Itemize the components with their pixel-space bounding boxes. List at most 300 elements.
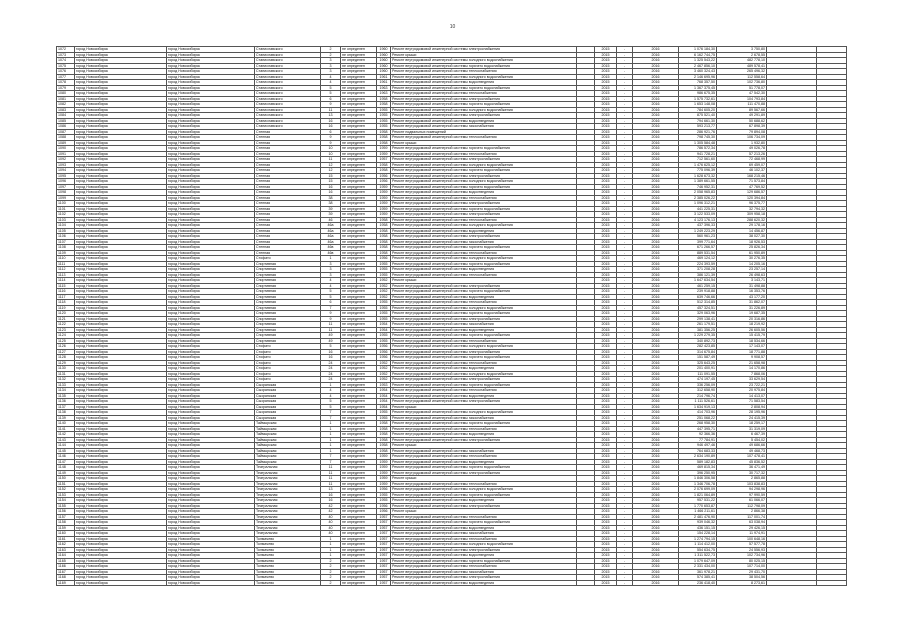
status-cell: не определен [341,118,377,124]
street-cell: Степная [255,201,321,207]
status-cell: не определен [341,179,377,185]
work-type-cell: Ремонт внутридомовой инженерной системы горячего водоснабжения [391,421,577,427]
dash-cell: - [617,80,633,86]
year-built-cell: 1955 [377,118,391,124]
district-cell: город Новосибирск [75,234,167,240]
cost-cell: 336 256,09 [679,382,717,388]
year-built-cell: 1958 [377,448,391,454]
work-type-cell: Ремонт внутридомовой инженерной системы электроснабжения [391,157,577,163]
district-cell: город Новосибирск [75,564,167,570]
work-type-cell: Ремонт внутридомовой инженерной системы газоснабжения [391,569,577,575]
cost-cell: 461 259,15 [679,283,717,289]
street-cell: Степная [255,217,321,223]
dash-cell: - [617,525,633,531]
cost-cell: 2 058 965,83 [679,190,717,196]
dash-cell: - [617,173,633,179]
row-number: 1099 [57,195,75,201]
year-built-cell: 1958 [377,421,391,427]
year-built-cell: 1952 [377,294,391,300]
row-number: 1090 [57,146,75,152]
dash-cell: - [617,580,633,586]
district-cell: город Новосибирск [75,542,167,548]
cost-cell: 941 728,21 [679,151,717,157]
dash-cell: - [617,47,633,53]
year-built-cell: 1958 [377,234,391,240]
row-number: 1120 [57,311,75,317]
house-number-cell: 11 [321,157,341,163]
cost-cell: 361 978,21 [679,569,717,575]
house-number-cell: 46а [321,228,341,234]
start-year-cell: 2015 [595,85,617,91]
row-number: 1106 [57,234,75,240]
work-type-cell: Ремонт внутридомовой инженерной системы холодного водоснабжения [391,223,577,229]
district-cell: город Новосибирск [75,151,167,157]
year-built-cell: 1958 [377,245,391,251]
dash-cell: - [617,443,633,449]
house-number-cell: 1 [321,542,341,548]
year-built-cell: 1954 [377,322,391,328]
cost-cell: 1 647 634,54 [679,278,717,284]
house-number-cell: 3 [321,58,341,64]
house-number-cell: 16 [321,118,341,124]
cost-cell: 2 481 476,90 [679,514,717,520]
year-built-cell: 1954 [377,404,391,410]
status-cell: не определен [341,509,377,515]
row-number: 1156 [57,509,75,515]
work-type-cell: Ремонт внутридомовой инженерной системы холодного водоснабжения [391,179,577,185]
cost-cell: 746 952,31 [679,184,717,190]
house-number-cell: 5 [321,289,341,295]
house-number-cell: 2 [321,558,341,564]
work-type-cell: Ремонт внутридомовой инженерной системы теплоснабжения [391,564,577,570]
street-cell: Спортивная [255,278,321,284]
district-cell: город Новосибирск [75,184,167,190]
street-cell: Сызранская [255,415,321,421]
street-cell: Спортивная [255,327,321,333]
district-cell: город Новосибирск [75,569,167,575]
house-number-cell: 46 [321,217,341,223]
cost-cell: 325 643,25 [679,360,717,366]
house-number-cell: 4 [321,278,341,284]
street-cell: Степная [255,223,321,229]
dash-cell: - [617,355,633,361]
row-number: 1146 [57,454,75,460]
status-cell: не определен [341,476,377,482]
street-cell: Степная [255,168,321,174]
locality-cell: город Новосибирск [167,322,255,328]
house-number-cell: 16 [321,355,341,361]
dash-cell: - [617,382,633,388]
year-built-cell: 1957 [377,525,391,531]
work-type-cell: Ремонт внутридомовой инженерной системы электроснабжения [391,201,577,207]
year-built-cell: 1959 [377,481,391,487]
work-type-cell: Ремонт внутридомовой инженерной системы электроснабжения [391,113,577,119]
cost-cell: 437 396,33 [679,223,717,229]
district-cell: город Новосибирск [75,443,167,449]
end-year-cell: 2016 [633,399,679,405]
year-built-cell: 1963 [377,85,391,91]
end-year-cell: 2016 [633,173,679,179]
start-year-cell: 2015 [595,162,617,168]
start-year-cell: 2015 [595,124,617,130]
status-cell: не определен [341,443,377,449]
locality-cell: город Новосибирск [167,102,255,108]
dash-cell: - [617,74,633,80]
status-cell: не определен [341,311,377,317]
locality-cell: город Новосибирск [167,547,255,553]
year-built-cell: 1956 [377,179,391,185]
house-number-cell: 3 [321,69,341,75]
locality-cell: город Новосибирск [167,245,255,251]
house-number-cell: 5 [321,294,341,300]
start-year-cell: 2015 [595,311,617,317]
street-cell: Таймырская [255,421,321,427]
status-cell: не определен [341,278,377,284]
cost-cell: 1 111 526,61 [679,399,717,405]
start-year-cell: 2015 [595,74,617,80]
spacer-cell [577,580,595,586]
cost-cell: 1 114 412,00 [679,542,717,548]
start-year-cell: 2015 [595,91,617,97]
status-cell: не определен [341,300,377,306]
status-cell: не определен [341,547,377,553]
start-year-cell: 2015 [595,536,617,542]
year-built-cell: 1955 [377,492,391,498]
dash-cell: - [617,448,633,454]
cost-cell: 340 892,73 [679,338,717,344]
work-type-cell: Ремонт внутридомовой инженерной системы водоотведения [391,118,577,124]
dash-cell: - [617,85,633,91]
dash-cell: - [617,239,633,245]
cost-cell: 1 628 673,32 [679,173,717,179]
district-cell: город Новосибирск [75,481,167,487]
start-year-cell: 2015 [595,283,617,289]
locality-cell: город Новосибирск [167,239,255,245]
street-cell: Таймырская [255,426,321,432]
work-type-cell: Ремонт внутридомовой инженерной системы горячего водоснабжения [391,465,577,471]
locality-cell: город Новосибирск [167,74,255,80]
house-number-cell: 9 [321,102,341,108]
cost-cell: 554 634,75 [679,547,717,553]
status-cell: не определен [341,333,377,339]
end-year-cell: 2016 [633,272,679,278]
start-year-cell: 2015 [595,448,617,454]
year-built-cell: 1957 [377,558,391,564]
status-cell: не определен [341,437,377,443]
locality-cell: город Новосибирск [167,580,255,586]
locality-cell: город Новосибирск [167,344,255,350]
district-cell: город Новосибирск [75,179,167,185]
row-number: 1169 [57,580,75,586]
work-type-cell: Ремонт внутридомовой инженерной системы горячего водоснабжения [391,311,577,317]
house-number-cell: 2 [321,575,341,581]
year-built-cell: 1963 [377,91,391,97]
house-number-cell: 49 [321,333,341,339]
cost-cell: 775 096,39 [679,168,717,174]
unit-cost-cell: 107 714,00 [717,564,767,570]
house-number-cell: 6 [321,129,341,135]
house-number-cell: 46а [321,239,341,245]
locality-cell: город Новосибирск [167,47,255,53]
year-built-cell: 1957 [377,564,391,570]
row-number: 1160 [57,531,75,537]
end-year-cell: 2016 [633,498,679,504]
house-number-cell: 2 [321,52,341,58]
unit-cost-cell: 16 353,76 [717,289,767,295]
district-cell: город Новосибирск [75,256,167,262]
unit-cost-cell: 38 027,30 [717,234,767,240]
status-cell: не определен [341,388,377,394]
unit-cost-cell: 24 556,93 [717,547,767,553]
dash-cell: - [617,278,633,284]
locality-cell: город Новосибирск [167,256,255,262]
unit-cost-cell: 117 001,74 [717,514,767,520]
status-cell: не определен [341,157,377,163]
row-number: 1082 [57,102,75,108]
row-number: 1086 [57,124,75,130]
house-number-cell: 3 [321,267,341,273]
row-number: 1138 [57,410,75,416]
row-number: 1095 [57,173,75,179]
house-number-cell: 1 [321,448,341,454]
end-year-cell: 2016 [633,294,679,300]
cost-cell: 457 324,51 [679,305,717,311]
locality-cell: город Новосибирск [167,575,255,581]
locality-cell: город Новосибирск [167,91,255,97]
street-cell: Спортивная [255,267,321,273]
district-cell: город Новосибирск [75,459,167,465]
district-cell: город Новосибирск [75,129,167,135]
status-cell: не определен [341,91,377,97]
start-year-cell: 2015 [595,338,617,344]
cost-cell: 560 961,23 [679,234,717,240]
end-year-cell: 2016 [633,547,679,553]
row-number: 1083 [57,107,75,113]
unit-cost-cell: 69 459,07 [717,162,767,168]
dash-cell: - [617,509,633,515]
status-cell: не определен [341,481,377,487]
street-cell: Театральная [255,509,321,515]
locality-cell: город Новосибирск [167,272,255,278]
cost-cell: 593 213,77 [679,124,717,130]
end-year-cell: 2016 [633,454,679,460]
end-year-cell: 2016 [633,371,679,377]
row-number: 1164 [57,553,75,559]
status-cell: не определен [341,234,377,240]
house-number-cell: 11 [321,322,341,328]
street-cell: Спортивная [255,316,321,322]
year-built-cell: 1952 [377,289,391,295]
work-type-cell: Ремонт внутридомовой инженерной системы холодного водоснабжения [391,305,577,311]
district-cell: город Новосибирск [75,223,167,229]
year-built-cell: 1957 [377,542,391,548]
year-built-cell: 1956 [377,173,391,179]
district-cell: город Новосибирск [75,355,167,361]
work-type-cell: Ремонт внутридомовой инженерной системы холодного водоснабжения [391,162,577,168]
cost-cell: 251 068,22 [679,415,717,421]
year-built-cell: 1958 [377,129,391,135]
district-cell: город Новосибирск [75,52,167,58]
year-built-cell: 1957 [377,553,391,559]
locality-cell: город Новосибирск [167,151,255,157]
cost-cell: 3 122 533,09 [679,212,717,218]
end-year-cell: 2016 [633,206,679,212]
street-cell: Степная [255,245,321,251]
street-cell: Станиславского [255,107,321,113]
locality-cell: город Новосибирск [167,399,255,405]
start-year-cell: 2015 [595,344,617,350]
cost-cell: 2 331 434,00 [679,564,717,570]
year-built-cell: 1955 [377,305,391,311]
work-type-cell: Ремонт внутридомовой инженерной системы теплоснабжения [391,300,577,306]
dash-cell: - [617,69,633,75]
end-year-cell: 2016 [633,63,679,69]
street-cell: Спортивная [255,322,321,328]
house-number-cell: 16 [321,492,341,498]
dash-cell: - [617,421,633,427]
unit-cost-cell: 3 143,71 [717,278,767,284]
end-year-cell: 2016 [633,432,679,438]
start-year-cell: 2015 [595,278,617,284]
unit-cost-cell: 61 066,07 [717,498,767,504]
cost-cell: 441 225,31 [679,206,717,212]
unit-cost-cell: 31 498,88 [717,283,767,289]
locality-cell: город Новосибирск [167,113,255,119]
district-cell: город Новосибирск [75,393,167,399]
cost-cell: 314 675,84 [679,349,717,355]
locality-cell: город Новосибирск [167,564,255,570]
street-cell: Театральная [255,470,321,476]
locality-cell: город Новосибирск [167,173,255,179]
street-cell: Стофато [255,360,321,366]
start-year-cell: 2015 [595,201,617,207]
end-year-cell: 2016 [633,74,679,80]
district-cell: город Новосибирск [75,201,167,207]
dash-cell: - [617,575,633,581]
start-year-cell: 2015 [595,212,617,218]
dash-cell: - [617,118,633,124]
start-year-cell: 2015 [595,476,617,482]
year-built-cell: 1958 [377,228,391,234]
dash-cell: - [617,300,633,306]
start-year-cell: 2015 [595,547,617,553]
district-cell: город Новосибирск [75,503,167,509]
district-cell: город Новосибирск [75,399,167,405]
dash-cell: - [617,140,633,146]
cost-cell: 396 250,95 [679,470,717,476]
unit-cost-cell: 17 143,07 [717,344,767,350]
status-cell: не определен [341,580,377,586]
start-year-cell: 2015 [595,525,617,531]
start-year-cell: 2015 [595,443,617,449]
end-year-cell: 2016 [633,360,679,366]
work-type-cell: Ремонт внутридомовой инженерной системы горячего водоснабжения [391,492,577,498]
year-built-cell: 1955 [377,410,391,416]
end-year-cell: 2016 [633,404,679,410]
unit-cost-cell: 21 658,98 [717,360,767,366]
locality-cell: город Новосибирск [167,448,255,454]
end-year-cell: 2016 [633,52,679,58]
row-number: 1117 [57,294,75,300]
row-number: 1084 [57,113,75,119]
cost-cell: 1 274 794,15 [679,536,717,542]
end-year-cell: 2016 [633,503,679,509]
cost-cell: 154 228,14 [679,531,717,537]
status-cell: не определен [341,107,377,113]
start-year-cell: 2015 [595,404,617,410]
district-cell: город Новосибирск [75,74,167,80]
unit-cost-cell: 96 375,77 [717,201,767,207]
locality-cell: город Новосибирск [167,107,255,113]
work-type-cell: Ремонт внутридомовой инженерной системы горячего водоснабжения [391,245,577,251]
unit-cost-cell: 15 415,79 [717,333,767,339]
unit-cost-cell: 57 213,26 [717,151,767,157]
locality-cell: город Новосибирск [167,388,255,394]
unit-cost-cell: 6 467,39 [717,432,767,438]
end-year-cell: 2016 [633,333,679,339]
end-year-cell: 2016 [633,140,679,146]
status-cell: не определен [341,102,377,108]
cost-cell: 1 389 661,55 [679,179,717,185]
year-built-cell: 1955 [377,124,391,130]
district-cell: город Новосибирск [75,80,167,86]
unit-cost-cell: 80 025,15 [717,558,767,564]
locality-cell: город Новосибирск [167,289,255,295]
dash-cell: - [617,157,633,163]
unit-cost-cell: 112 798,09 [717,503,767,509]
start-year-cell: 2015 [595,234,617,240]
status-cell: не определен [341,536,377,542]
cost-cell: 447 395,71 [679,426,717,432]
cost-cell: 1 634 919,13 [679,404,717,410]
locality-cell: город Новосибирск [167,217,255,223]
registry-table [56,46,847,586]
house-number-cell: 7 [321,305,341,311]
locality-cell: город Новосибирск [167,129,255,135]
year-built-cell: 1958 [377,250,391,256]
unit-cost-cell: 25 826,34 [717,245,767,251]
start-year-cell: 2015 [595,509,617,515]
cost-cell: 268 958,30 [679,421,717,427]
status-cell: не определен [341,256,377,262]
row-number: 1162 [57,542,75,548]
end-year-cell: 2016 [633,316,679,322]
status-cell: не определен [341,349,377,355]
district-cell: город Новосибирск [75,190,167,196]
status-cell: не определен [341,168,377,174]
locality-cell: город Новосибирск [167,415,255,421]
district-cell: город Новосибирск [75,558,167,564]
year-built-cell: 1961 [377,80,391,86]
cost-cell: 764 683,33 [679,448,717,454]
end-year-cell: 2016 [633,366,679,372]
year-built-cell: 1955 [377,113,391,119]
dash-cell: - [617,503,633,509]
district-cell: город Новосибирск [75,267,167,273]
end-year-cell: 2016 [633,245,679,251]
dash-cell: - [617,564,633,570]
district-cell: город Новосибирск [75,338,167,344]
district-cell: город Новосибирск [75,498,167,504]
cost-cell: 784 605,20 [679,107,717,113]
street-cell: Степная [255,179,321,185]
unit-cost-cell: 31 862,07 [717,300,767,306]
house-number-cell: 40 [321,520,341,526]
dash-cell: - [617,371,633,377]
status-cell: не определен [341,85,377,91]
row-number: 1107 [57,239,75,245]
start-year-cell: 2015 [595,96,617,102]
